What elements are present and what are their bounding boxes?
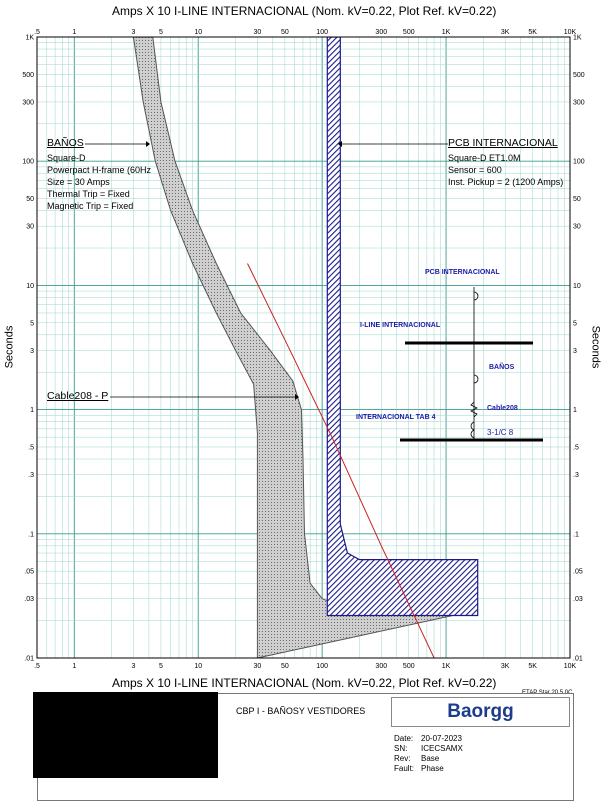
x-tick-label: 10 bbox=[194, 663, 203, 670]
x-tick-label: 5 bbox=[158, 29, 163, 36]
y-tick-label: 3 bbox=[573, 347, 577, 355]
y-tick-label: .01 bbox=[24, 655, 34, 663]
x-tick-label: 10 bbox=[194, 29, 203, 36]
y-tick-label: .01 bbox=[573, 655, 583, 663]
y-tick-label: .5 bbox=[573, 444, 579, 452]
y-tick-label: 30 bbox=[573, 223, 581, 231]
y-tick-label: .3 bbox=[573, 472, 579, 480]
oneline-conductor-label: 3-1/C 8 bbox=[487, 428, 514, 437]
y-tick-label: 1 bbox=[573, 407, 577, 415]
y-tick-label: 300 bbox=[22, 99, 34, 107]
y-tick-label: 3 bbox=[30, 347, 34, 355]
sn-key: SN: bbox=[394, 744, 408, 753]
oneline-tab-label: INTERNACIONAL TAB 4 bbox=[356, 414, 436, 421]
project-title: CBP I - BAÑOSY VESTIDORES bbox=[236, 706, 366, 716]
redacted-region bbox=[33, 692, 218, 778]
fault-key: Fault: bbox=[394, 764, 415, 773]
x-tick-label: 1K bbox=[441, 663, 451, 670]
oneline-iline-label: I-LINE INTERNACIONAL bbox=[360, 322, 441, 329]
y-tick-label: 5 bbox=[573, 320, 577, 328]
x-tick-label: 500 bbox=[402, 663, 415, 670]
y-axis-label-right: Seconds bbox=[589, 325, 602, 369]
oneline-banos-label: BAÑOS bbox=[489, 364, 515, 371]
x-tick-label: 50 bbox=[280, 29, 289, 36]
curves bbox=[133, 37, 477, 658]
x-tick-label: 3 bbox=[131, 29, 136, 36]
x-tick-label: 5K bbox=[528, 663, 537, 670]
x-tick-label: 100 bbox=[316, 29, 328, 36]
company-logo: Baorgg bbox=[391, 697, 570, 727]
x-tick-label: 3K bbox=[500, 29, 510, 36]
cable-annotation: Cable208 - P bbox=[47, 390, 109, 402]
x-tick-label: 1 bbox=[72, 29, 77, 36]
oneline-cable-label: Cable208 bbox=[487, 405, 518, 412]
y-tick-label: 1K bbox=[573, 34, 582, 42]
banos-leader-arrow bbox=[146, 141, 150, 147]
fault-value: Phase bbox=[421, 764, 444, 773]
banos-line: Size = 30 Amps bbox=[47, 177, 110, 187]
y-tick-label: .1 bbox=[573, 531, 579, 539]
oneline-pcb-label: PCB INTERNACIONAL bbox=[425, 269, 500, 276]
rev-value: Base bbox=[421, 754, 440, 763]
conductor-symbol bbox=[471, 422, 474, 438]
x-tick-label: 30 bbox=[253, 29, 262, 36]
banos-line: Magnetic Trip = Fixed bbox=[47, 201, 134, 211]
y-tick-label: 50 bbox=[573, 196, 581, 204]
sn-value: ICECSAMX bbox=[421, 744, 463, 753]
x-tick-label: 10K bbox=[563, 663, 577, 670]
y-tick-label: 500 bbox=[22, 71, 34, 79]
banos-line: Thermal Trip = Fixed bbox=[47, 189, 130, 199]
rev-key: Rev: bbox=[394, 754, 411, 763]
y-axis-label-left: Seconds bbox=[3, 325, 16, 369]
pcb-title: PCB INTERNACIONAL bbox=[448, 137, 558, 149]
x-tick-label: .5 bbox=[34, 663, 40, 670]
banos-line: Square-D bbox=[47, 153, 86, 163]
banos-line: Powerpact H-frame (60Hz bbox=[47, 165, 152, 175]
x-tick-label: 500 bbox=[402, 29, 415, 36]
date-key: Date: bbox=[394, 734, 414, 743]
x-tick-label: 3 bbox=[131, 663, 136, 670]
y-tick-label: 500 bbox=[573, 71, 585, 79]
x-tick-label: 5 bbox=[158, 663, 163, 670]
x-tick-label: 300 bbox=[375, 663, 388, 670]
x-tick-label: 1K bbox=[441, 29, 451, 36]
y-tick-label: .3 bbox=[28, 472, 34, 480]
y-tick-label: .03 bbox=[24, 596, 34, 604]
y-tick-label: 10 bbox=[26, 282, 34, 290]
x-tick-label: 5K bbox=[528, 29, 537, 36]
x-tick-label: 100 bbox=[316, 663, 328, 670]
x-tick-label: 10K bbox=[563, 29, 577, 36]
pcb-line: Inst. Pickup = 2 (1200 Amps) bbox=[448, 177, 564, 187]
x-tick-label: 50 bbox=[280, 663, 289, 670]
x-tick-label: 3K bbox=[500, 663, 510, 670]
chart-title-bottom: Amps X 10 I-LINE INTERNACIONAL (Nom. kV=0.22, Plot Ref. kV=0.22) bbox=[112, 676, 497, 690]
pcb-line: Sensor = 600 bbox=[448, 165, 502, 175]
y-tick-label: .03 bbox=[573, 596, 583, 604]
y-tick-label: 1 bbox=[30, 407, 34, 415]
y-tick-label: 30 bbox=[26, 223, 34, 231]
y-tick-label: 50 bbox=[26, 196, 34, 204]
y-tick-label: 10 bbox=[573, 282, 581, 290]
y-tick-label: .05 bbox=[24, 568, 34, 576]
x-tick-label: 1 bbox=[72, 663, 77, 670]
x-tick-label: 30 bbox=[253, 663, 262, 670]
y-tick-label: 100 bbox=[22, 158, 34, 166]
y-tick-label: .1 bbox=[28, 531, 34, 539]
y-tick-label: 1K bbox=[25, 34, 34, 42]
pcb-line: Square-D ET1.0M bbox=[448, 153, 521, 163]
y-tick-label: 100 bbox=[573, 158, 585, 166]
y-tick-label: 300 bbox=[573, 99, 585, 107]
y-tick-label: .5 bbox=[28, 444, 34, 452]
x-tick-label: 300 bbox=[375, 29, 388, 36]
banos-breaker-symbol bbox=[474, 375, 478, 383]
x-tick-label: .5 bbox=[34, 29, 40, 36]
software-version: ETAP Star 20.5.0C bbox=[522, 690, 573, 696]
chart-title-top: Amps X 10 I-LINE INTERNACIONAL (Nom. kV=0.22, Plot Ref. kV=0.22) bbox=[112, 4, 497, 18]
banos-title: BAÑOS bbox=[47, 137, 84, 149]
date-value: 20-07-2023 bbox=[421, 734, 462, 743]
pcb-breaker-symbol bbox=[474, 292, 478, 300]
y-tick-label: 5 bbox=[30, 320, 34, 328]
y-tick-label: .05 bbox=[573, 568, 583, 576]
